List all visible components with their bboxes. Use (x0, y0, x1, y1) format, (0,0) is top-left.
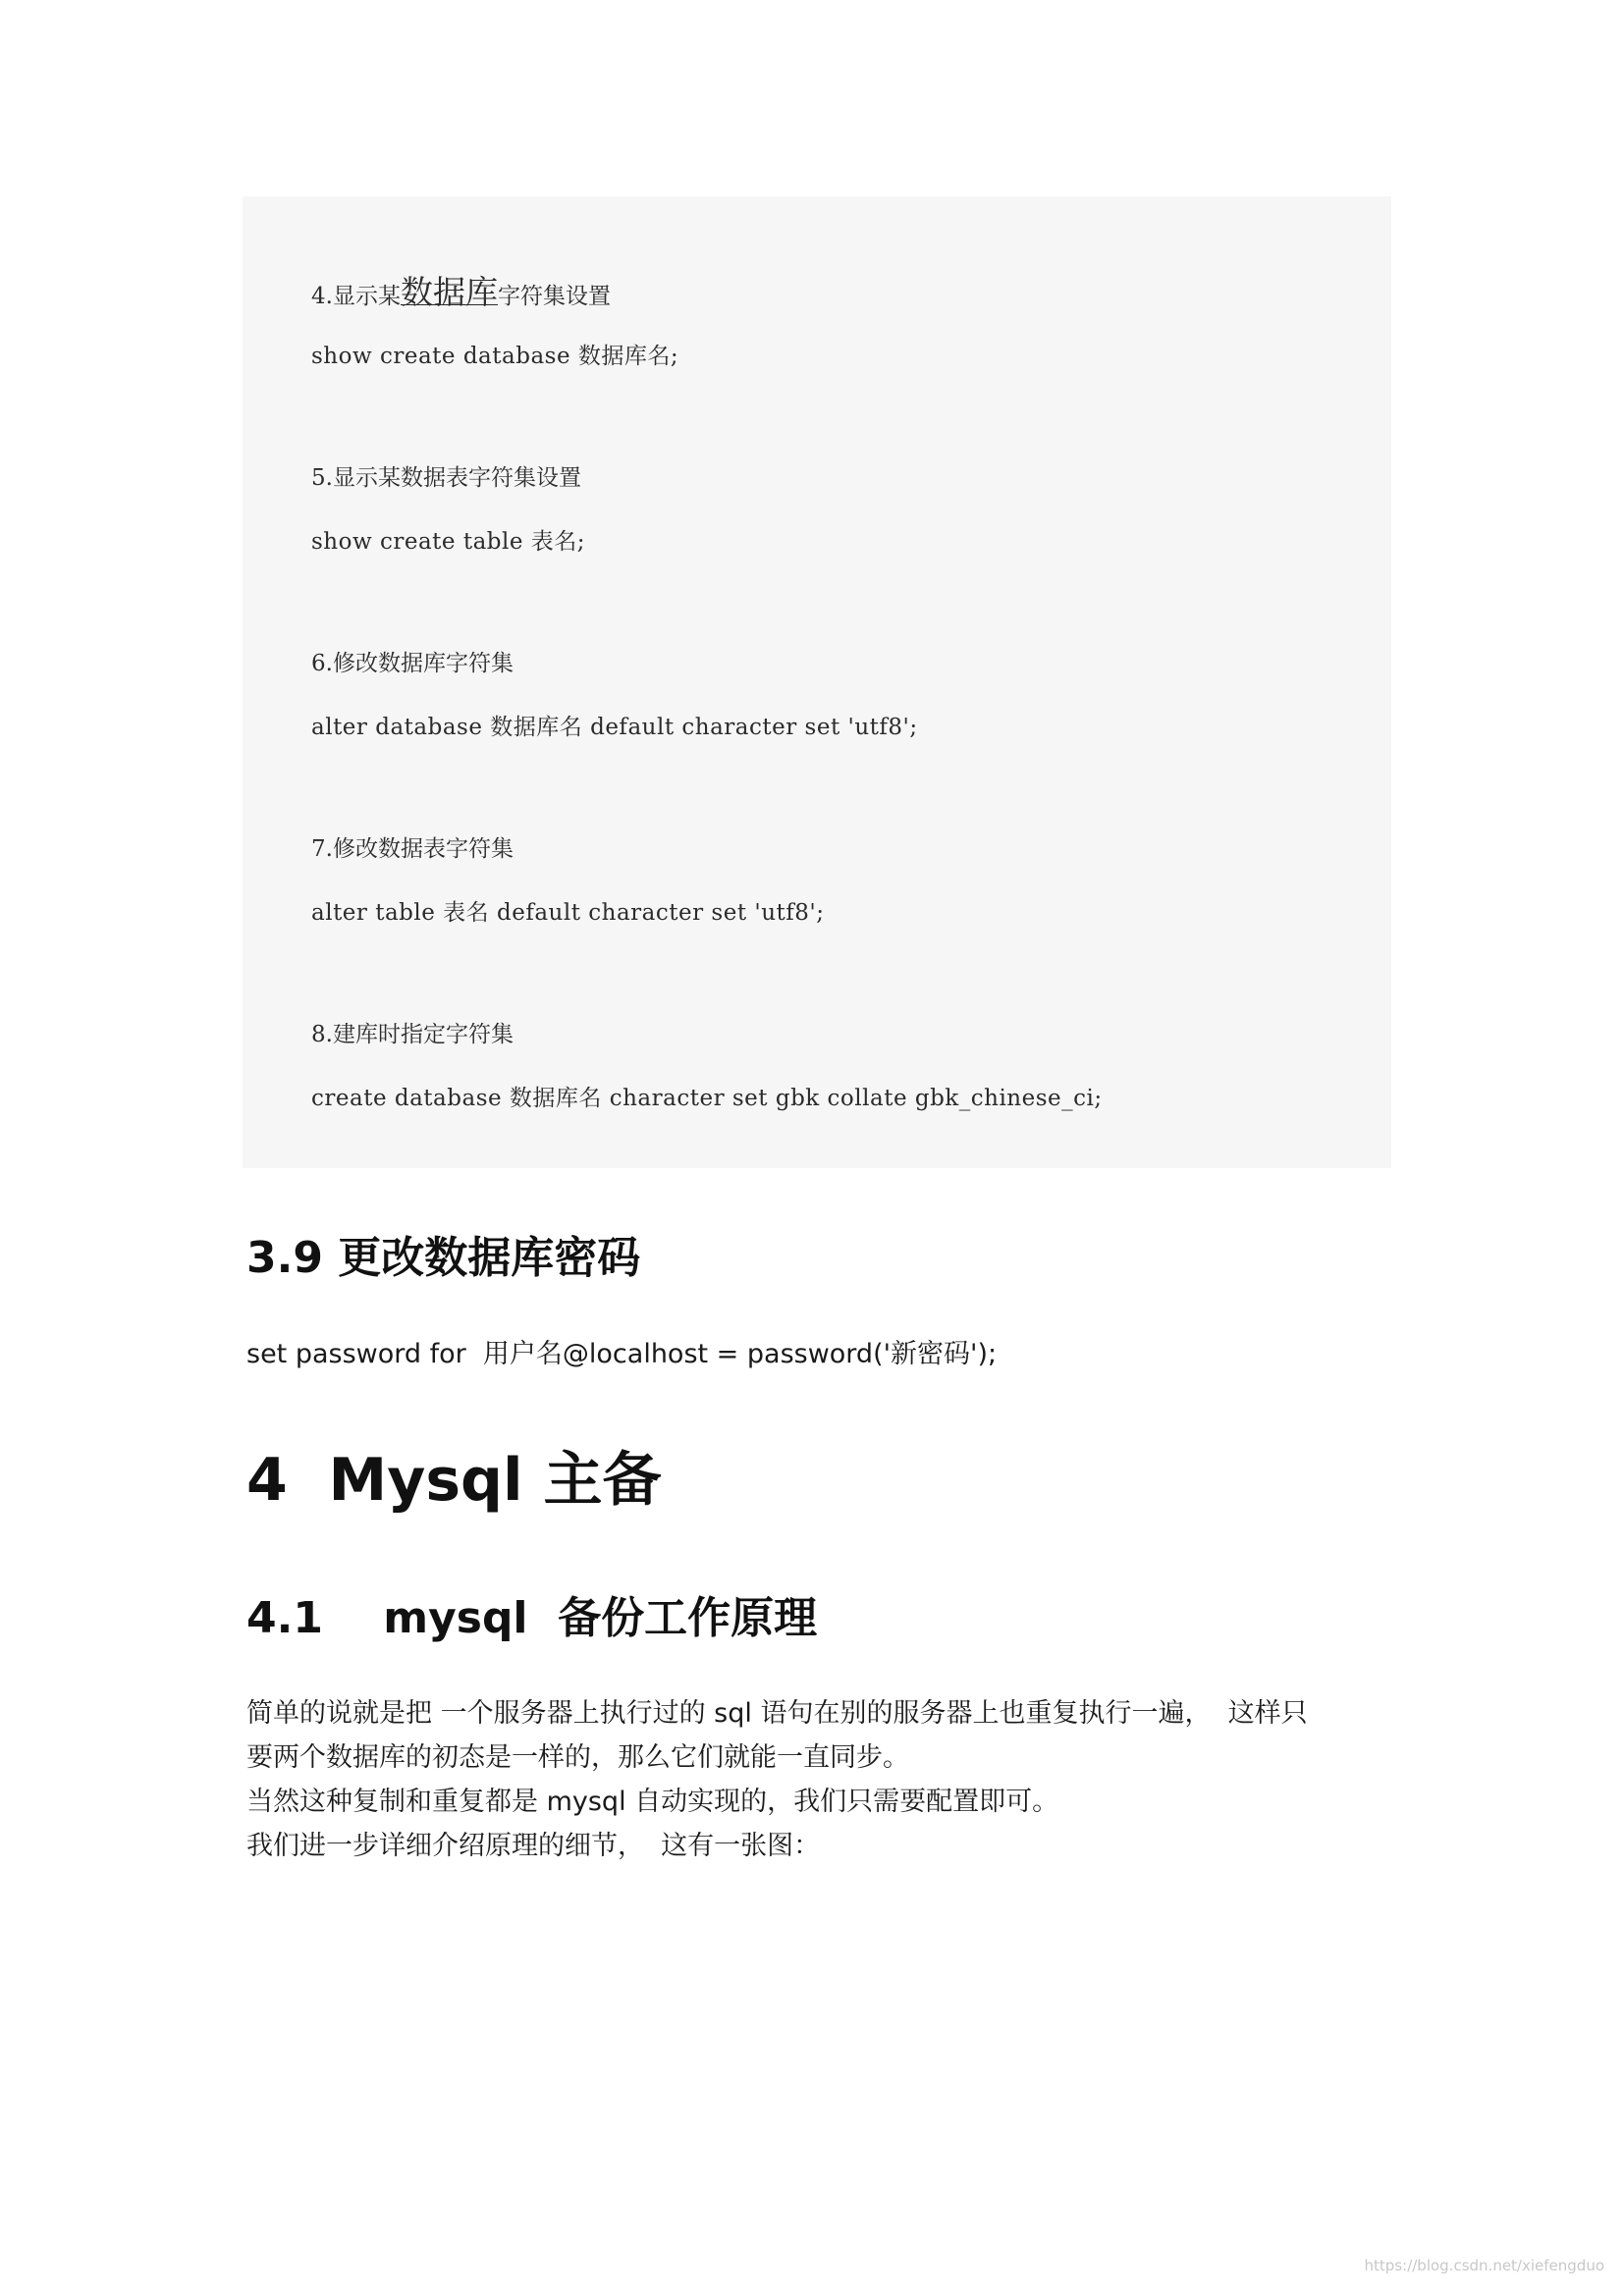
code-line-5: show create table 表名; (311, 529, 586, 555)
section-3-9-title: 3.9 更改数据库密码 (246, 1233, 641, 1283)
watermark: https://blog.csdn.net/xiefengduo (1364, 2257, 1604, 2274)
code-block (243, 196, 1391, 1168)
code-heading-4-suffix: 字符集设置 (497, 284, 611, 309)
section-4-title: 4 Mysql 主备 (246, 1446, 662, 1515)
code-line-6: alter database 数据库名 default character set 'utf8'; (311, 715, 918, 740)
code-heading-5: 5.显示某数据表字符集设置 (311, 465, 581, 491)
code-heading-8: 8.建库时指定字符集 (311, 1022, 514, 1047)
paragraph-line: 要两个数据库的初态是一样的，那么它们就能一直同步。 (246, 1742, 909, 1773)
code-heading-7: 7.修改数据表字符集 (311, 836, 514, 862)
code-heading-4 (311, 267, 611, 313)
code-line-8: create database 数据库名 character set gbk collate gbk_chinese_ci; (311, 1086, 1103, 1111)
section-3-9-body: set password for 用户名@localhost = password('新密码'); (246, 1339, 998, 1369)
section-4-1-title: 4.1 mysql 备份工作原理 (246, 1593, 818, 1643)
code-line-4: show create database 数据库名; (311, 344, 679, 369)
code-heading-4-prefix: 4.显示某 (311, 284, 401, 309)
code-heading-4-link[interactable]: 数据库 (400, 273, 498, 311)
code-heading-6: 6.修改数据库字符集 (311, 651, 514, 676)
code-line-7: alter table 表名 default character set 'utf8'; (311, 900, 825, 926)
paragraph-line: 当然这种复制和重复都是 mysql 自动实现的，我们只需要配置即可。 (246, 1787, 1059, 1817)
paragraph-line: 我们进一步详细介绍原理的细节， 这有一张图： (246, 1831, 821, 1861)
paragraph-line: 简单的说就是把 一个服务器上执行过的 sql 语句在别的服务器上也重复执行一遍， 这样只 (246, 1698, 1308, 1729)
